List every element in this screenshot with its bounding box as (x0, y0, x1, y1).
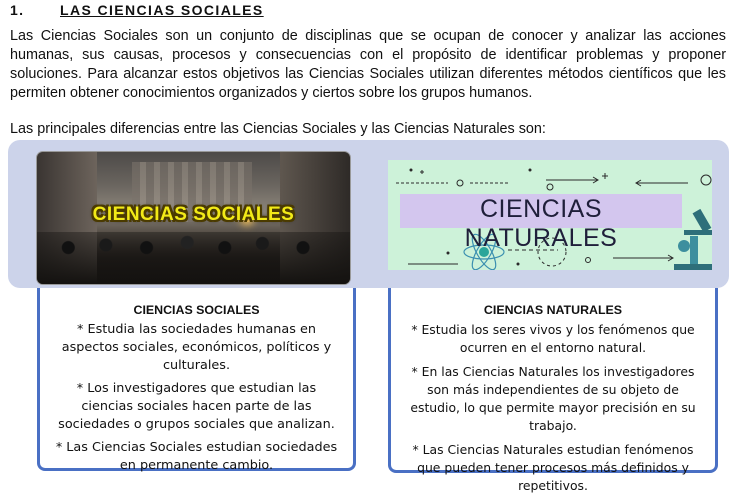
list-item: * Los investigadores que estudian las ciencias sociales hacen parte de las sociedades o grupos sociales que analizan. (58, 381, 335, 432)
section-heading (10, 2, 264, 18)
ciencias-sociales-column (37, 288, 356, 471)
list-item: * Estudia los seres vivos y los fenómenos que ocurren en el entorno natural. (411, 322, 695, 355)
ciencias-naturales-column (388, 288, 718, 493)
list-item: * Estudia las sociedades humanas en aspectos sociales, económicos, políticos y culturales. (61, 322, 332, 373)
crowd (37, 232, 350, 284)
intro-paragraph: Las Ciencias Sociales son un conjunto de disciplinas que se ocupan de conocer y analizar las acciones humanas, sus causas, procesos y consecuencias con el propósito de identificar problemas y proponer soluciones. Para alcanzar estos objetivos las Ciencias Sociales utilizan diferentes métodos científicos que les permiten obtener conocimientos organizados y ciertos sobre los grupos humanos. (10, 28, 726, 101)
ciencias-naturales-image (388, 160, 712, 270)
ciencias-sociales-image-label: CIENCIAS SOCIALES (92, 204, 295, 225)
differences-intro: Las principales diferencias entre las Ciencias Sociales y las Ciencias Naturales son: (10, 121, 546, 137)
ciencias-sociales-image (37, 152, 350, 284)
ciencias-sociales-column-title: CIENCIAS SOCIALES (133, 303, 260, 317)
section-number: 1. (10, 2, 25, 18)
ciencias-naturales-image-label: CIENCIAS NATURALES (464, 195, 618, 252)
list-item: * Las Ciencias Naturales estudian fenómenos que pueden tener procesos más definidos y repetitivos. (412, 442, 694, 493)
list-item: * En las Ciencias Naturales los investigadores son más independientes de su objeto de estudio, lo que permite mayor precisión en su trabajo. (410, 364, 696, 433)
section-title: LAS CIENCIAS SOCIALES (60, 2, 264, 18)
ciencias-naturales-column-title: CIENCIAS NATURALES (483, 303, 623, 317)
list-item: * Las Ciencias Sociales estudian sociedades en permanente cambio. (55, 440, 338, 473)
